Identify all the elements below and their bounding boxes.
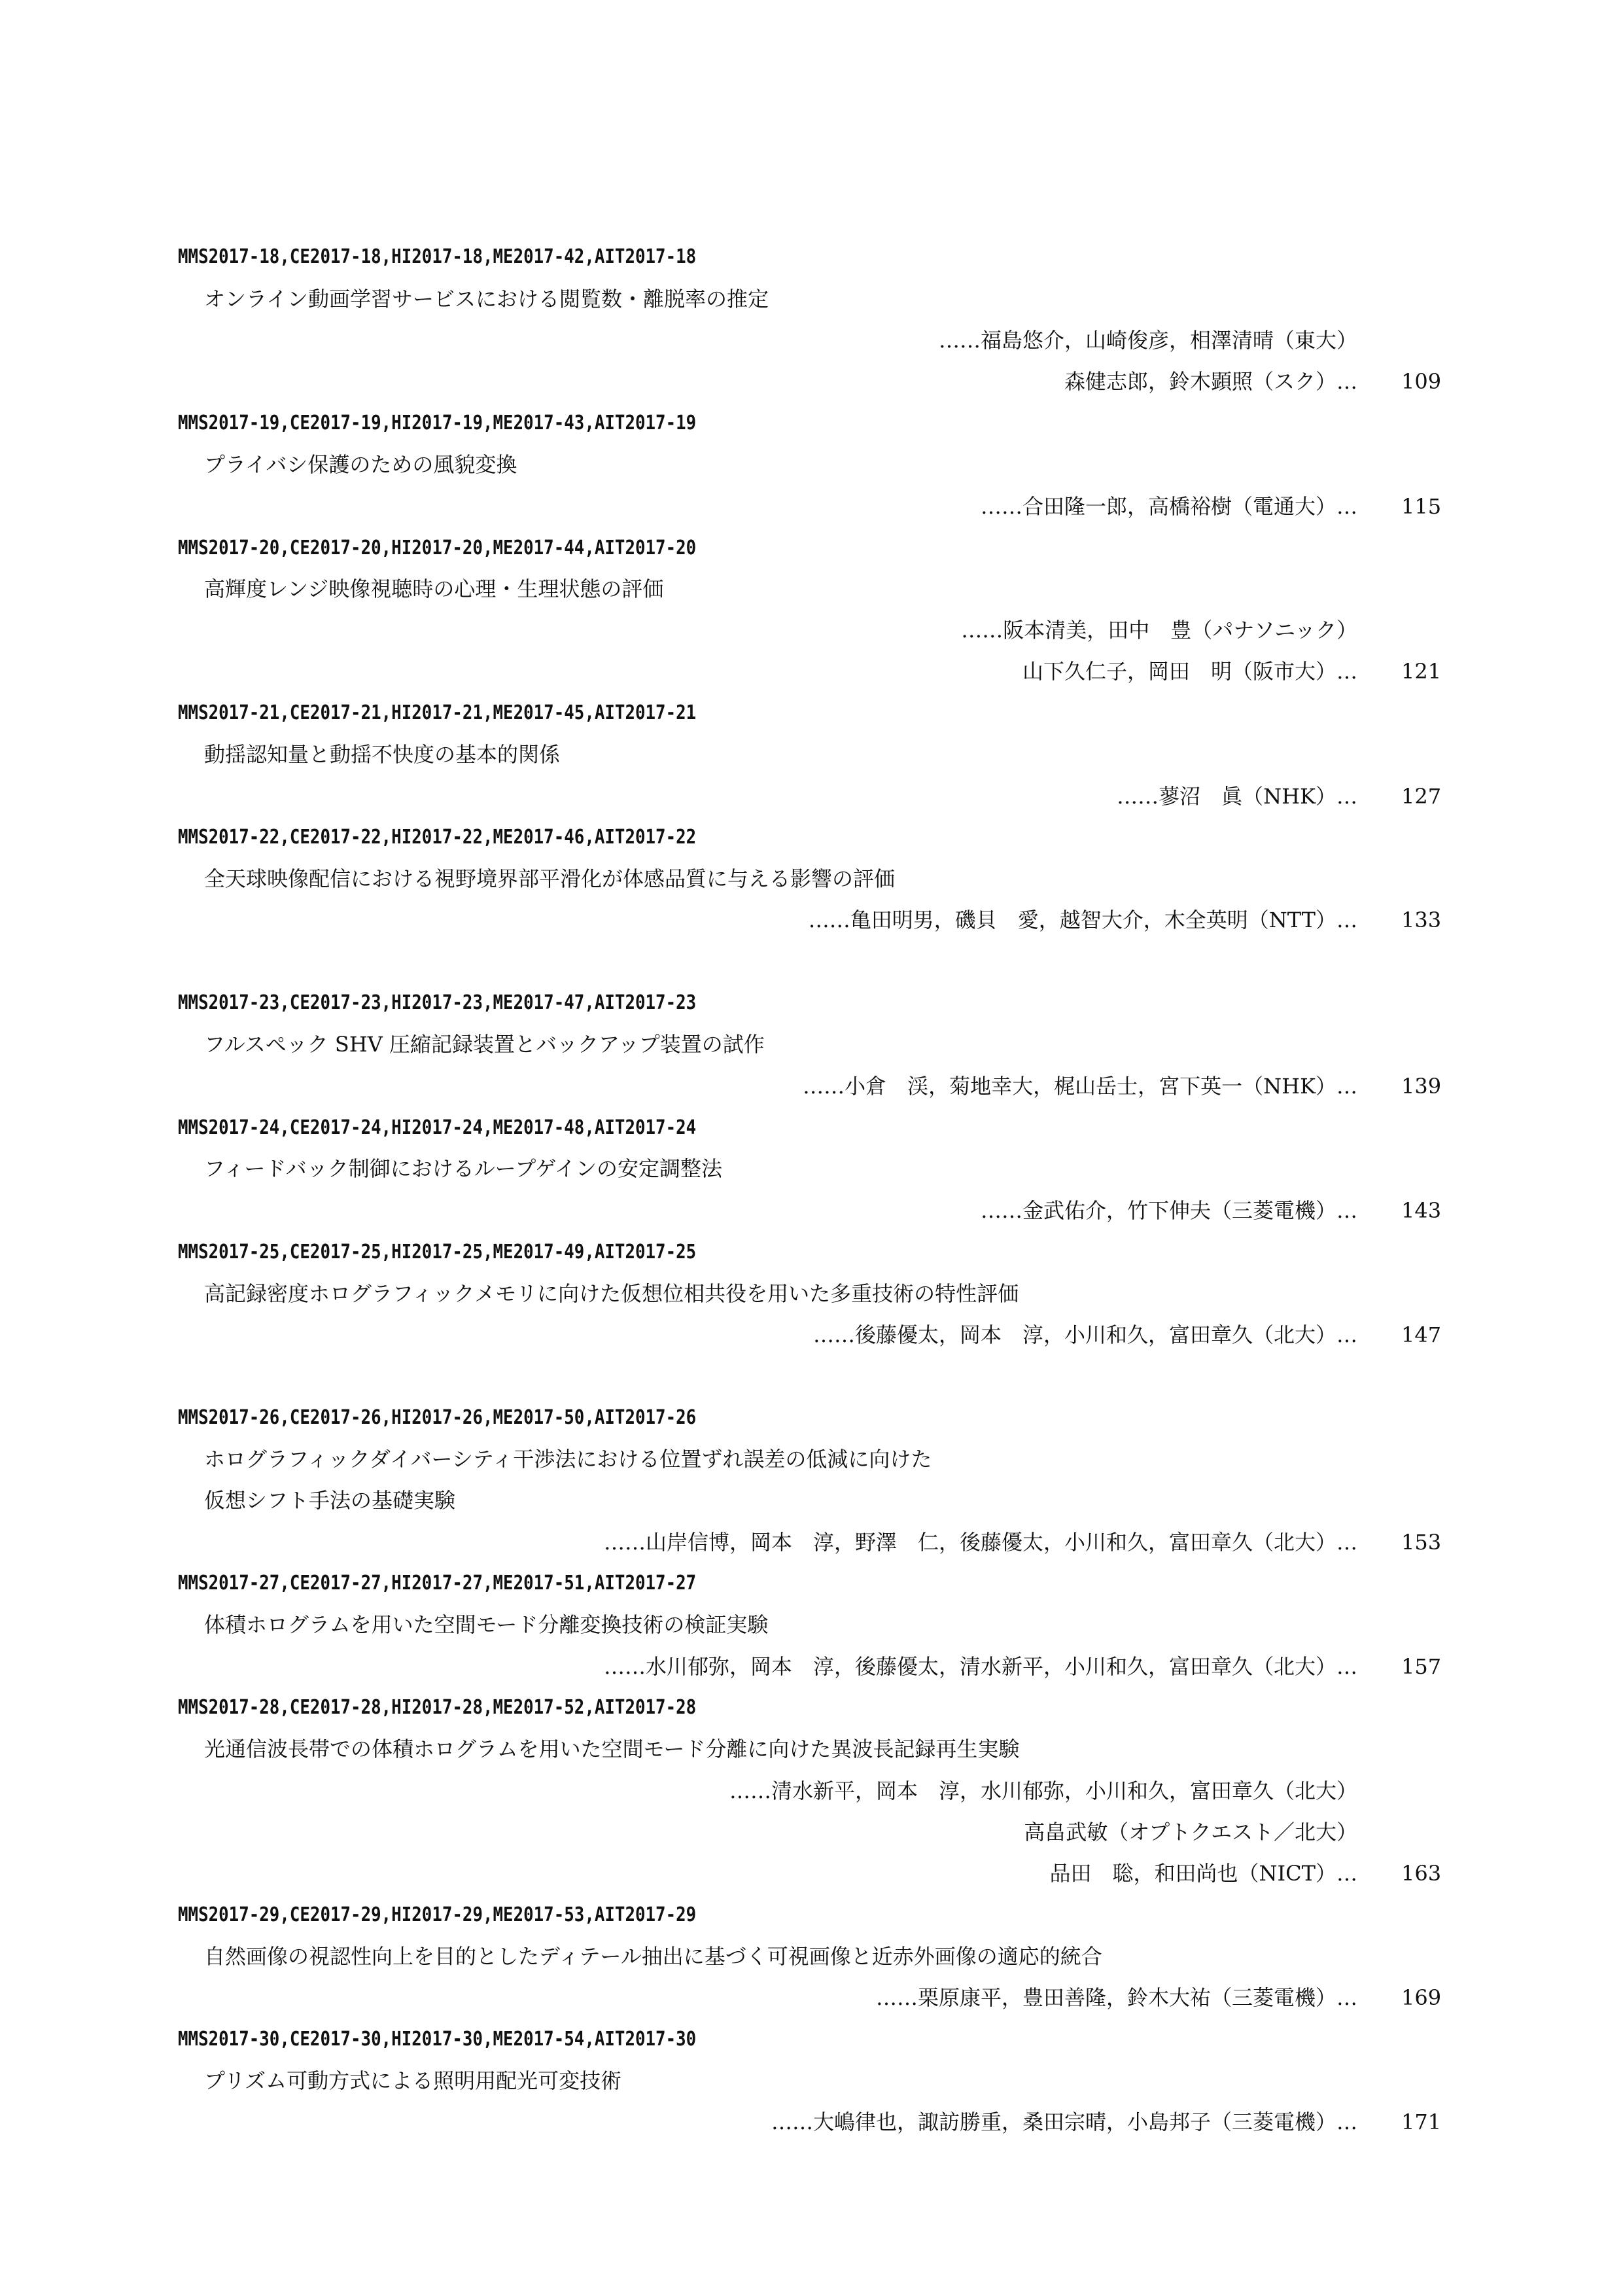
entry-page: 169 <box>1401 1985 1442 2010</box>
entry-title: 動揺認知量と動揺不快度の基本的関係 <box>204 742 561 767</box>
entry-code: MMS2017-19,CE2017-19,HI2017-19,ME2017-43,AIT2017-19 <box>178 412 697 434</box>
entry-title: ホログラフィックダイバーシティ干渉法における位置ずれ誤差の低減に向けた <box>204 1447 932 1472</box>
entry-authors: 山下久仁子，岡田 明（阪市大）… <box>1022 659 1357 684</box>
entry-authors: ……後藤優太，岡本 淳，小川和久，富田章久（北大）… <box>812 1322 1357 1347</box>
entry-code: MMS2017-25,CE2017-25,HI2017-25,ME2017-49,AIT2017-25 <box>178 1241 697 1263</box>
entry-authors: ……金武佑介，竹下伸夫（三菱電機）… <box>980 1198 1357 1223</box>
entry-authors: ……水川郁弥，岡本 淳，後藤優太，清水新平，小川和久，富田章久（北大）… <box>603 1654 1357 1679</box>
entry-code: MMS2017-28,CE2017-28,HI2017-28,ME2017-52,AIT2017-28 <box>178 1696 697 1719</box>
entry-title: プライバシ保護のための風貌変換 <box>204 452 517 477</box>
entry-title: オンライン動画学習サービスにおける閲覧数・離脱率の推定 <box>204 287 769 311</box>
entry-authors: ……福島悠介，山崎俊彦，相澤清晴（東大） <box>938 328 1357 353</box>
entry-title: 高輝度レンジ映像視聴時の心理・生理状態の評価 <box>204 576 664 601</box>
entry-code: MMS2017-20,CE2017-20,HI2017-20,ME2017-44,AIT2017-20 <box>178 537 697 559</box>
entry-authors: ……小倉 渓，菊地幸大，梶山岳士，宮下英一（NHK）… <box>803 1074 1357 1099</box>
entry-title: プリズム可動方式による照明用配光可変技術 <box>204 2068 622 2093</box>
entry-authors: ……阪本清美，田中 豊（パナソニック） <box>961 618 1357 643</box>
entry-authors: ……亀田明男，磯貝 愛，越智大介，木全英明（NTT）… <box>808 908 1357 932</box>
entry-code: MMS2017-23,CE2017-23,HI2017-23,ME2017-47,AIT2017-23 <box>178 991 697 1014</box>
entry-title: フルスペック SHV 圧縮記録装置とバックアップ装置の試作 <box>204 1032 765 1057</box>
entry-page: 139 <box>1401 1074 1442 1099</box>
entry-authors: ……山岸信博，岡本 淳，野澤 仁，後藤優太，小川和久，富田章久（北大）… <box>603 1530 1357 1555</box>
entry-authors: 森健志郎，鈴木顕照（スク）… <box>1064 369 1357 394</box>
entry-page: 143 <box>1401 1198 1442 1223</box>
entry-title: フィードバック制御におけるループゲインの安定調整法 <box>204 1156 723 1181</box>
entry-page: 127 <box>1401 784 1442 809</box>
entry-authors: ……合田隆一郎，高橋裕樹（電通大）… <box>980 494 1357 519</box>
entry-page: 121 <box>1401 659 1442 684</box>
entry-code: MMS2017-26,CE2017-26,HI2017-26,ME2017-50,AIT2017-26 <box>178 1406 697 1429</box>
entry-page: 163 <box>1401 1861 1442 1886</box>
entry-page: 147 <box>1401 1322 1442 1347</box>
entry-title-line2: 仮想シフト手法の基礎実験 <box>204 1488 456 1513</box>
entry-title: 体積ホログラムを用いた空間モード分離変換技術の検証実験 <box>204 1612 769 1637</box>
entry-authors: ……蓼沼 眞（NHK）… <box>1117 784 1357 809</box>
entry-title: 高記録密度ホログラフィックメモリに向けた仮想位相共役を用いた多重技術の特性評価 <box>204 1281 1019 1306</box>
entry-page: 157 <box>1401 1654 1442 1679</box>
entry-page: 115 <box>1401 494 1442 519</box>
entry-authors: ……栗原康平，豊田善隆，鈴木大祐（三菱電機）… <box>875 1985 1357 2010</box>
entry-code: MMS2017-27,CE2017-27,HI2017-27,ME2017-51,AIT2017-27 <box>178 1572 697 1595</box>
entry-code: MMS2017-21,CE2017-21,HI2017-21,ME2017-45,AIT2017-21 <box>178 701 697 724</box>
entry-code: MMS2017-29,CE2017-29,HI2017-29,ME2017-53,AIT2017-29 <box>178 1903 697 1926</box>
entry-authors: 高畠武敏（オプトクエスト／北大） <box>1024 1820 1357 1845</box>
entry-page: 109 <box>1401 369 1442 394</box>
entry-title: 光通信波長帯での体積ホログラムを用いた空間モード分離に向けた異波長記録再生実験 <box>204 1737 1020 1761</box>
entry-code: MMS2017-24,CE2017-24,HI2017-24,ME2017-48,AIT2017-24 <box>178 1116 697 1139</box>
entry-code: MMS2017-30,CE2017-30,HI2017-30,ME2017-54,AIT2017-30 <box>178 2028 697 2051</box>
entry-authors: ……清水新平，岡本 淳，水川郁弥，小川和久，富田章久（北大） <box>729 1778 1357 1803</box>
entry-title: 全天球映像配信における視野境界部平滑化が体感品質に与える影響の評価 <box>204 866 896 891</box>
entry-page: 133 <box>1401 908 1442 932</box>
entry-code: MMS2017-22,CE2017-22,HI2017-22,ME2017-46,AIT2017-22 <box>178 826 697 849</box>
entry-authors: ……大嶋律也，諏訪勝重，桑田宗晴，小島邦子（三菱電機）… <box>771 2110 1357 2134</box>
entry-page: 171 <box>1401 2110 1442 2134</box>
entry-authors: 品田 聡，和田尚也（NICT）… <box>1049 1861 1357 1886</box>
entry-code: MMS2017-18,CE2017-18,HI2017-18,ME2017-42,AIT2017-18 <box>178 245 697 268</box>
entry-page: 153 <box>1401 1530 1442 1555</box>
entry-title: 自然画像の視認性向上を目的としたディテール抽出に基づく可視画像と近赤外画像の適応的統合 <box>204 1944 1102 1969</box>
